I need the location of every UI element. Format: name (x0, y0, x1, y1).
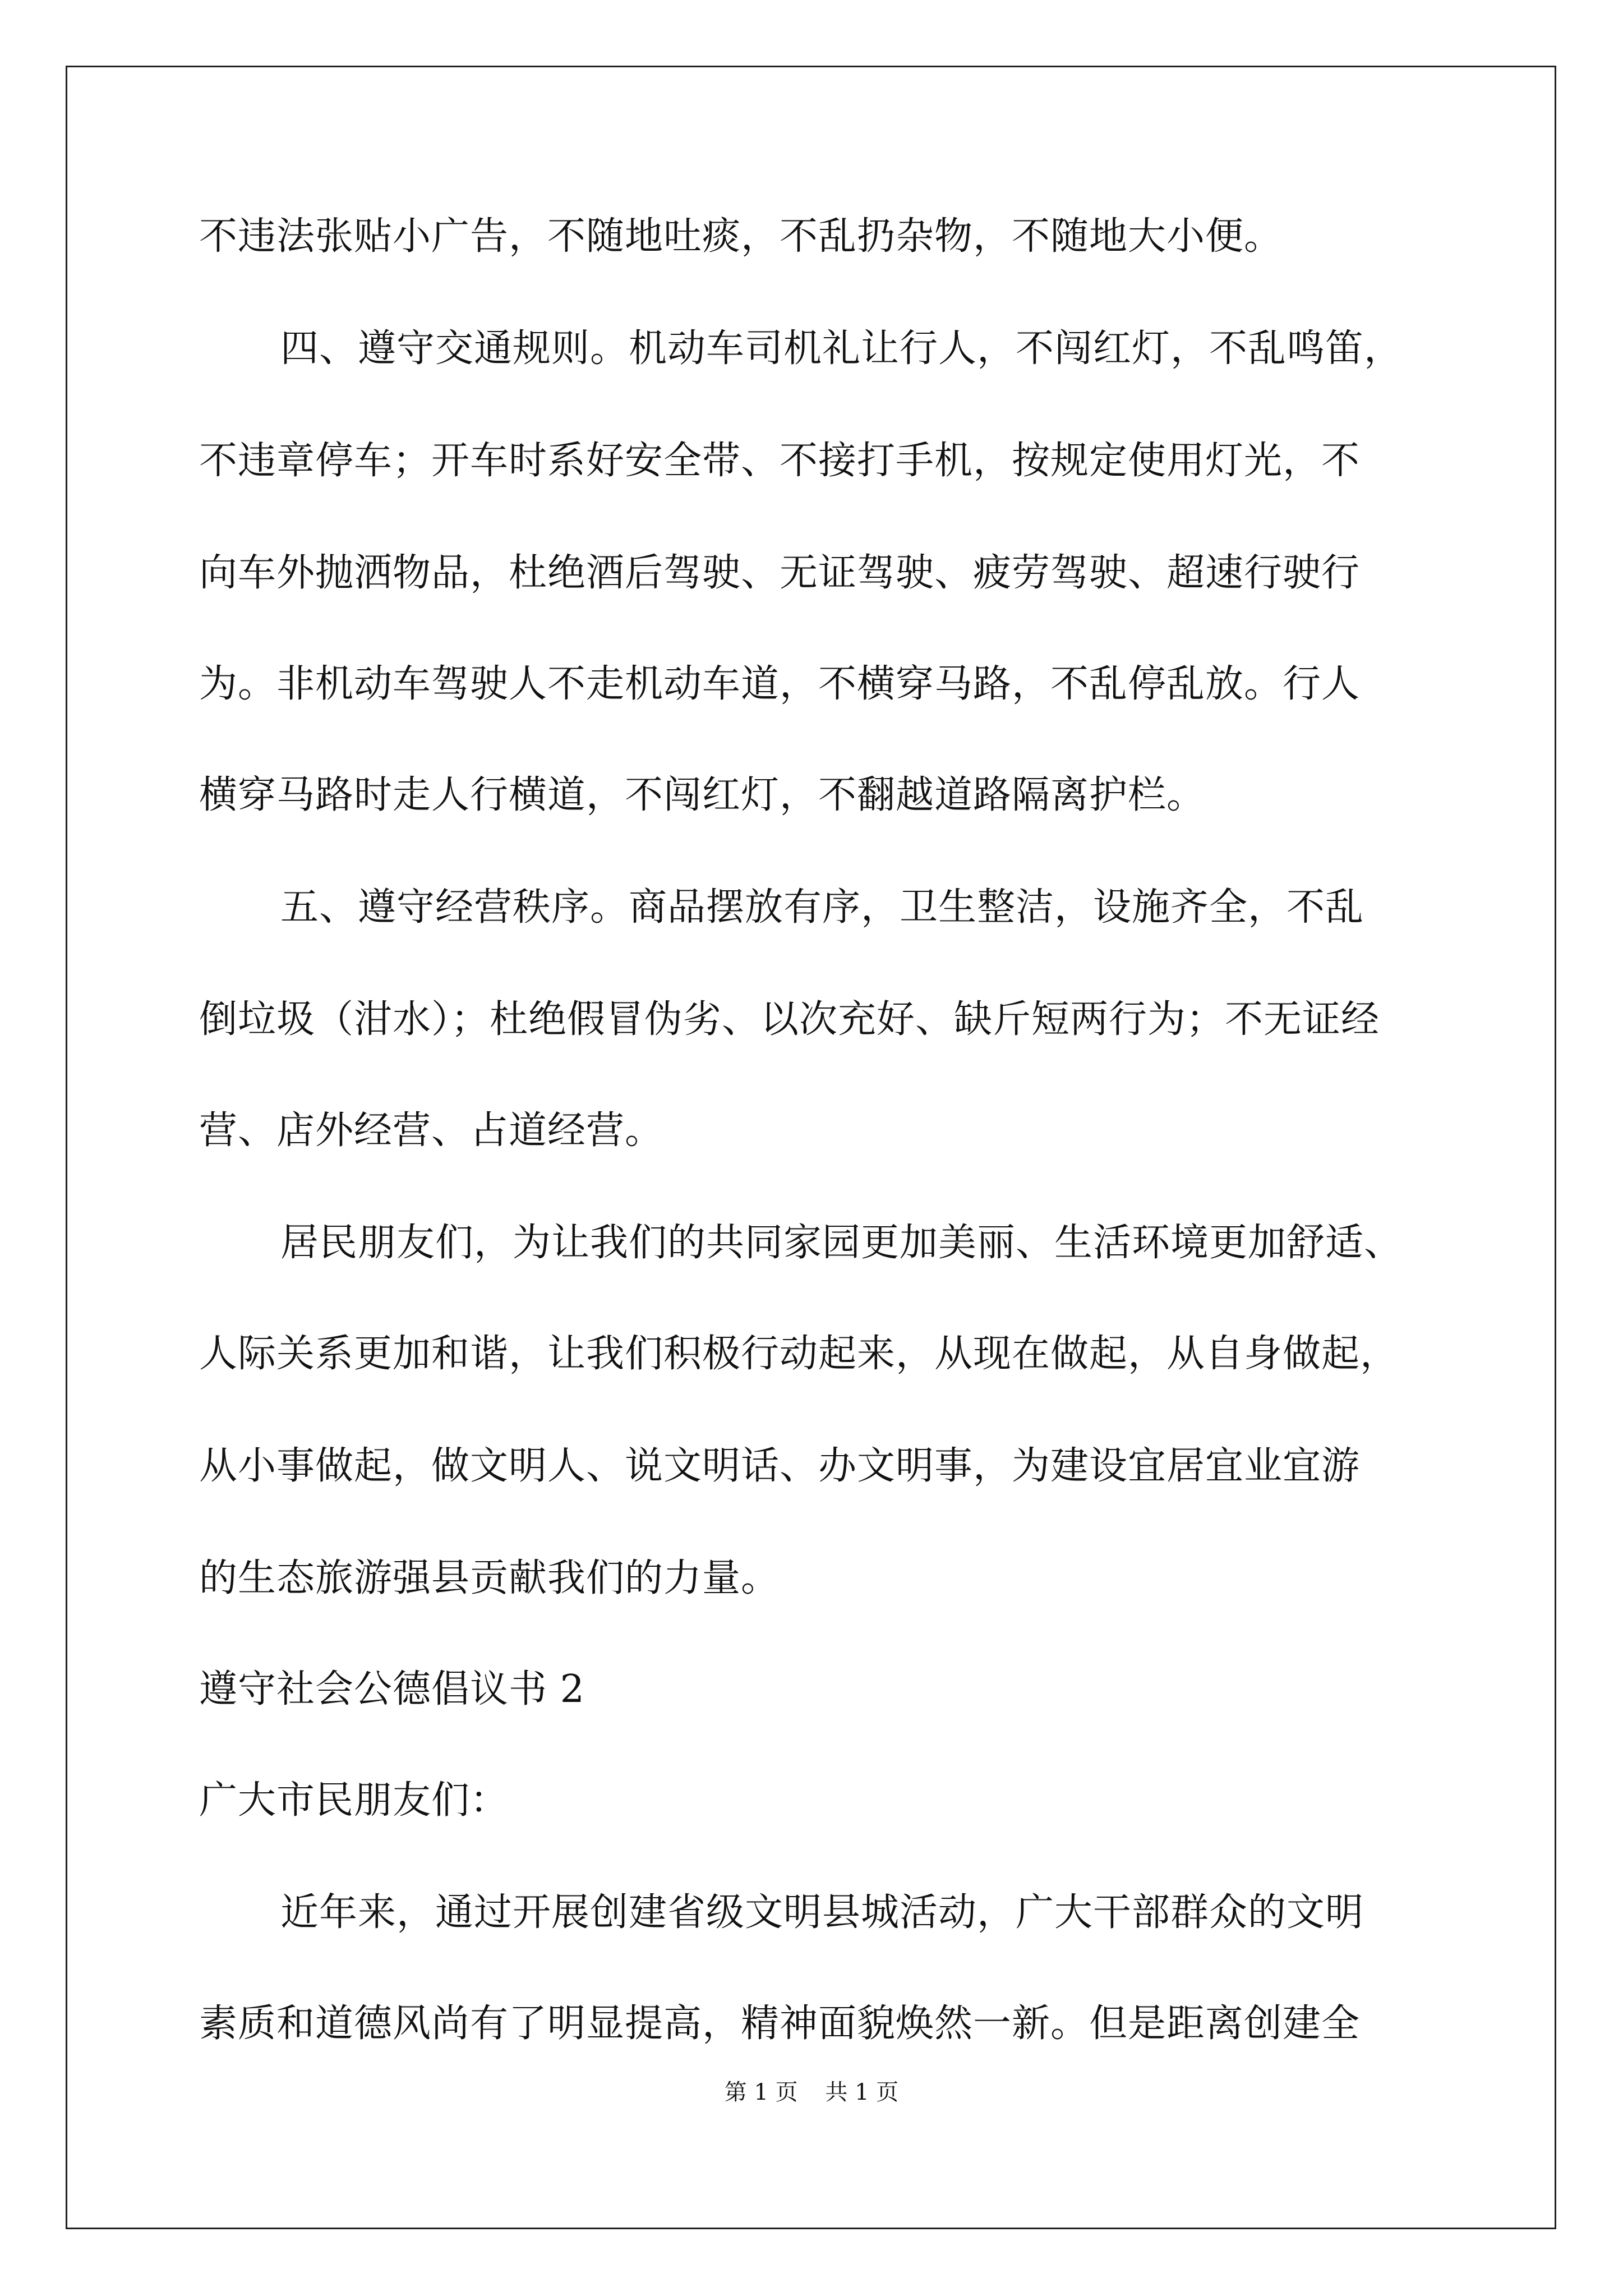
page-footer (0, 2076, 1623, 2109)
paragraph-line: 五、遵守经营秩序。商品摆放有序，卫生整洁，设施齐全，不乱 (280, 885, 1364, 930)
paragraph-line: 的生态旅游强县贡献我们的力量。 (199, 1556, 780, 1600)
salutation: 广大市民朋友们： (199, 1778, 509, 1823)
paragraph-line: 倒垃圾（泔水）；杜绝假冒伪劣、以次充好、缺斤短两行为；不无证经 (199, 997, 1380, 1042)
paragraph-line: 为。非机动车驾驶人不走机动车道，不横穿马路，不乱停乱放。行人 (199, 662, 1361, 706)
paragraph-line: 不违法张贴小广告，不随地吐痰，不乱扔杂物，不随地大小便。 (199, 214, 1283, 259)
paragraph-line: 人际关系更加和谐，让我们积极行动起来，从现在做起，从自身做起， (199, 1332, 1399, 1376)
paragraph-line: 营、店外经营、占道经营。 (199, 1108, 664, 1153)
page-number-total: 共 1 页 (825, 2079, 899, 2105)
paragraph-line: 素质和道德风尚有了明显提高，精神面貌焕然一新。但是距离创建全 (199, 2001, 1361, 2046)
paragraph-line: 近年来，通过开展创建省级文明县城活动，广大干部群众的文明 (280, 1890, 1364, 1935)
paragraph-line: 向车外抛洒物品，杜绝酒后驾驶、无证驾驶、疲劳驾驶、超速行驶行 (199, 551, 1361, 595)
paragraph-line: 四、遵守交通规则。机动车司机礼让行人，不闯红灯，不乱鸣笛， (280, 326, 1403, 371)
paragraph-line: 从小事做起，做文明人、说文明话、办文明事，为建设宜居宜业宜游 (199, 1444, 1361, 1488)
section-heading: 遵守社会公德倡议书 2 (199, 1667, 585, 1711)
paragraph-line: 不违章停车；开车时系好安全带、不接打手机，按规定使用灯光，不 (199, 439, 1361, 483)
page-number-current: 第 1 页 (724, 2079, 798, 2105)
paragraph-line: 居民朋友们，为让我们的共同家园更加美丽、生活环境更加舒适、 (280, 1221, 1403, 1265)
paragraph-line: 横穿马路时走人行横道，不闯红灯，不翻越道路隔离护栏。 (199, 773, 1206, 817)
